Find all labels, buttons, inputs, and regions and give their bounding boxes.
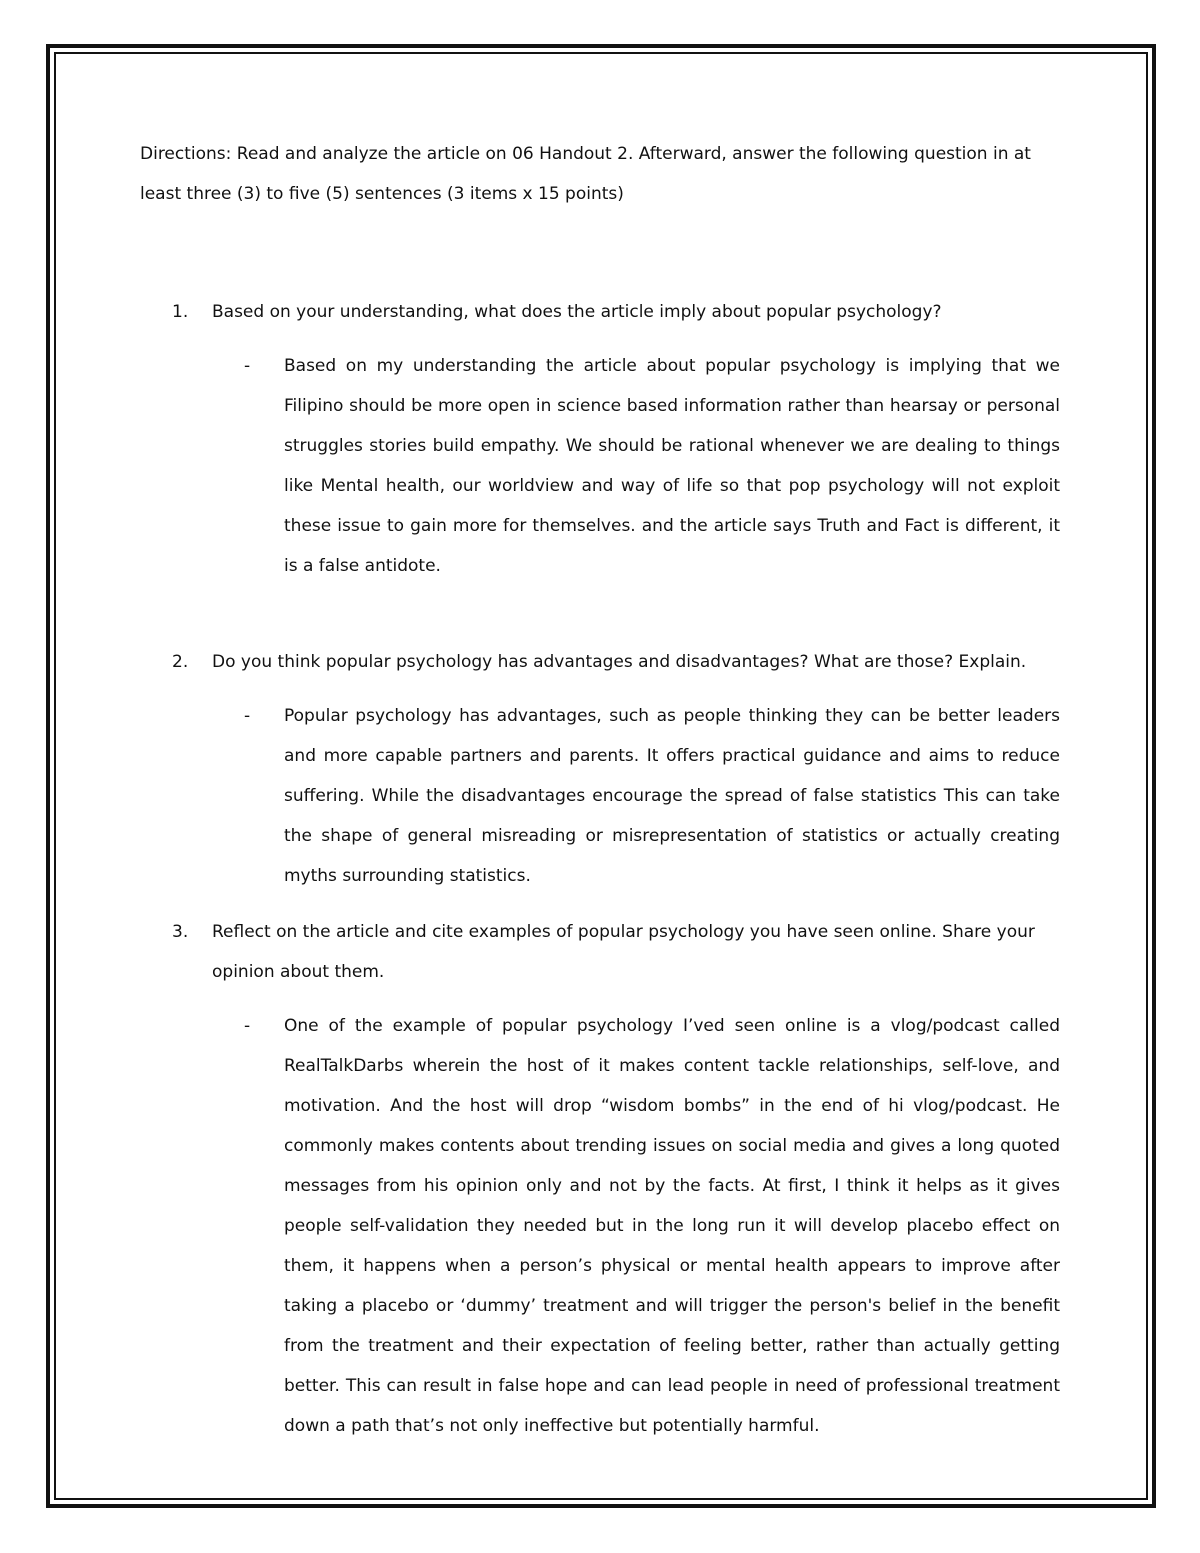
question-1 [140,292,1060,332]
answer-text: One of the example of popular psychology I’ved seen online is a vlog/podcast called RealTalkDarbs wherein the host of it makes content tackle relationships, self-love, and motivation. And the host will drop “wisdom bombs” in the end of hi vlog/podcast. He commonly makes contents about trending issues on social media and gives a long quoted messages from his opinion only and not by the facts. At first, I think it helps as it gives people self-validation they needed but in the long run it will develop placebo effect on them, it happens when a person’s physical or mental health appears to improve after taking a placebo or ‘dummy’ treatment and will trigger the person's belief in the benefit from the treatment and their expectation of feeling better, rather than actually getting better. This can result in false hope and can lead people in need of professional treatment down a path that’s not only ineffective but potentially harmful. [284,1016,1060,1436]
question-number: 3. [172,922,189,942]
question-text: Do you think popular psychology has advantages and disadvantages? What are those? Explain. [212,652,1027,672]
answer-3 [140,1006,1060,1446]
question-text: Based on your understanding, what does the article imply about popular psychology? [212,302,942,322]
question-number: 2. [172,652,189,672]
answer-text: Based on my understanding the article about popular psychology is implying that we Filipino should be more open in science based information rather than hearsay or personal struggles stories build empathy. We should be rational whenever we are dealing to things like Mental health, our worldview and way of life so that pop psychology will not exploit these issue to gain more for themselves. and the article says Truth and Fact is different, it is a false antidote. [284,356,1060,576]
document-body [140,134,1060,1446]
answer-bullet: - [244,1016,251,1036]
answer-bullet: - [244,706,251,726]
question-2 [140,642,1060,682]
question-text: Reflect on the article and cite examples of popular psychology you have seen online. Share your opinion about them. [212,922,1035,982]
answer-2 [140,696,1060,896]
directions-text: Directions: Read and analyze the article on 06 Handout 2. Afterward, answer the following question in at least three (3) to five (5) sentences (3 items x 15 points) [140,144,1031,204]
answer-text: Popular psychology has advantages, such as people thinking they can be better leaders and more capable partners and parents. It offers practical guidance and aims to reduce suffering. While the disadvantages encourage the spread of false statistics This can take the shape of general misreading or misrepresentation of statistics or actually creating myths surrounding statistics. [284,706,1060,886]
question-3 [140,912,1060,992]
answer-1 [140,346,1060,586]
question-number: 1. [172,302,189,322]
answer-bullet: - [244,356,251,376]
